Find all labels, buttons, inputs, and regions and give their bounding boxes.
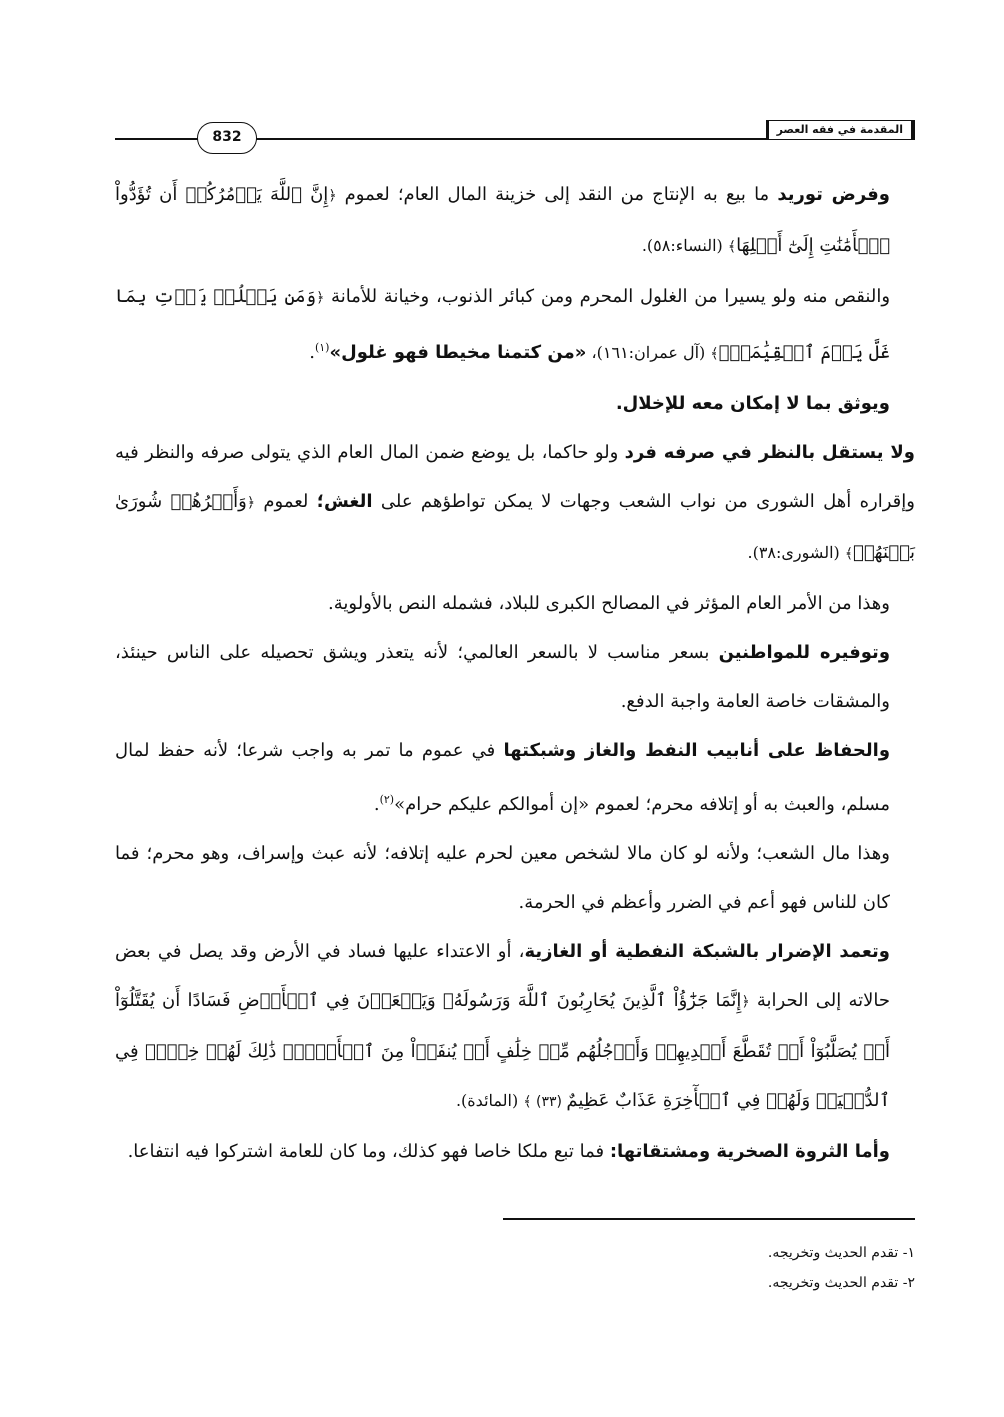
text: وهذا مال الشعب؛ ولأنه لو كان مالا لشخص معين لحرم عليه إتلافه؛ لأنه عبث وإسراف، وهو محرم؛ فما كان للناس فهو أعم في الضرر وأعظم في الحرمة.: [115, 843, 890, 913]
hadith-quote: «من كتمنا مخيطا فهو غلول»: [329, 342, 587, 363]
ornate-bracket-close-icon: ﴾: [844, 546, 854, 562]
page-number: 832: [197, 122, 257, 154]
quran-verse: إِنَّمَا جَزَٰٓؤُاْ ٱلَّذِينَ يُحَارِبُونَ ٱللَّهَ وَرَسُولَهُۥ وَيَسۡعَوۡنَ فِي ٱلۡأَرۡضِ فَسَادًا أَن يُقَتَّلُوٓاْ أَوۡ يُصَلَّبُوٓاْ أَوۡ تُقَطَّعَ أَيۡدِيهِمۡ وَأَرۡجُلُهُم مِّنۡ خِلَٰفٍ أَوۡ يُنفَوۡاْ مِنَ ٱلۡأَرۡضِۚ ذَٰلِكَ لَهُمۡ خِزۡيٞ فِي ٱلدُّنۡيَاۖ وَلَهُمۡ فِي ٱلۡأٓخِرَةِ عَذَابٌ عَظِيمٌ: [115, 990, 890, 1111]
text: ، أو الاعتداء عليها فساد في الأرض وقد يصل في بعض حالاته إلى الحرابة: [115, 941, 890, 1011]
text-end: .: [309, 342, 315, 363]
bold-phrase: وفرض توريد: [777, 184, 890, 205]
text: والنقص منه ولو يسيرا من الغلول المحرم ومن كبائر الذنوب، وخيانة للأمانة: [324, 286, 891, 307]
text: ما بيع به الإنتاج من النقد إلى خزينة المال العام؛ لعموم: [336, 184, 778, 205]
paragraph-1: [115, 170, 915, 272]
footnotes: [315, 1238, 915, 1298]
paragraph-2: [115, 272, 915, 379]
bold-phrase: ولا يستقل بالنظر في صرفه فرد: [624, 442, 915, 463]
bold-phrase: ويوثق بما لا إمكان معه للإخلال.: [615, 393, 890, 414]
footnote-separator: [503, 1218, 915, 1220]
ornate-bracket-close-icon: ﴾: [523, 1094, 532, 1110]
ornate-bracket-open-icon: ﴿: [328, 188, 337, 204]
text: فما تبع ملكا خاصا فهو كذلك، وما كان للعامة اشتركوا فيه انتفاعا.: [127, 1141, 610, 1162]
paragraph-9: [115, 927, 915, 1127]
paragraph-3: [115, 379, 915, 428]
verse-reference: (النساء:٥٨).: [641, 236, 728, 255]
quran-verse: وَمَن يَغۡلُلۡ يَأۡتِ بِمَا غَلَّ يَوۡمَ ٱلۡقِيَٰمَةِۚ: [115, 286, 890, 363]
text: ولو حاكما، بل يوضع ضمن المال العام الذي يتولى صرفه والنظر فيه وإقراره أهل الشورى من نواب الشعب وجهات لا يمكن تواطؤهم على: [115, 442, 915, 512]
page-header: [115, 118, 915, 158]
bold-phrase-2: الغش؛: [316, 491, 373, 512]
footnote-marker[interactable]: (٢): [379, 793, 395, 806]
text: بسعر مناسب لا بالسعر العالمي؛ لأنه يتعذر ويشق تحصيله على الناس حينئذ، والمشقات خاصة العامة واجبة الدفع.: [115, 642, 890, 712]
paragraph-10: [115, 1127, 915, 1176]
text: في عموم ما تمر به واجب شرعا؛ لأنه حفظ لمال مسلم، والعبث به أو إتلافه محرم؛ لعموم: [115, 740, 890, 815]
ayah-number: (٣٣): [531, 1094, 567, 1110]
quran-verse: إِنَّ ٱللَّهَ يَأۡمُرُكُمۡ أَن تُؤَدُّواْ ٱلۡأَمَٰنَٰتِ إِلَىٰٓ أَهۡلِهَا: [115, 184, 890, 256]
ornate-bracket-open-icon: ﴿: [246, 495, 256, 511]
paragraph-5: [115, 579, 915, 628]
ornate-bracket-close-icon: ﴾: [727, 239, 737, 255]
bold-phrase: وأما الثروة الصخرية ومشتقاتها:: [609, 1141, 890, 1162]
footnote-1: ١- تقدم الحديث وتخريجه.: [767, 1245, 915, 1261]
ornate-bracket-open-icon: ﴿: [741, 994, 750, 1010]
verse-reference: (المائدة).: [455, 1091, 524, 1110]
paragraph-7: [115, 726, 915, 829]
ornate-bracket-open-icon: ﴿: [316, 290, 325, 306]
bold-phrase: والحفاظ على أنابيب النفط والغاز وشبكتها: [503, 740, 891, 761]
paragraph-4: [115, 428, 915, 579]
paragraph-6: [115, 628, 915, 726]
main-text: [115, 170, 915, 1176]
book-title: المقدمة في فقه العصر: [766, 120, 915, 140]
verse-reference: (آل عمران:١٦١)،: [586, 343, 711, 362]
hadith-quote: «إن أموالكم عليكم حرام»: [394, 794, 590, 815]
ornate-bracket-close-icon: ﴾: [710, 346, 719, 362]
paragraph-8: [115, 829, 915, 927]
footnote-2: ٢- تقدم الحديث وتخريجه.: [767, 1275, 915, 1291]
verse-reference: (الشورى:٣٨).: [747, 543, 845, 562]
bold-phrase: وتوفيره للمواطنين: [718, 642, 891, 663]
quran-verse: وَأَمۡرُهُمۡ شُورَىٰ بَيۡنَهُمۡ: [115, 491, 915, 563]
bold-phrase: وتعمد الإضرار بالشبكة النفطية أو الغازية: [524, 941, 890, 962]
text: وهذا من الأمر العام المؤثر في المصالح الكبرى للبلاد، فشمله النص بالأولوية.: [328, 593, 890, 614]
text-end: .: [373, 794, 380, 815]
footnote-marker[interactable]: (١): [314, 341, 330, 354]
text-2: لعموم: [255, 491, 317, 512]
